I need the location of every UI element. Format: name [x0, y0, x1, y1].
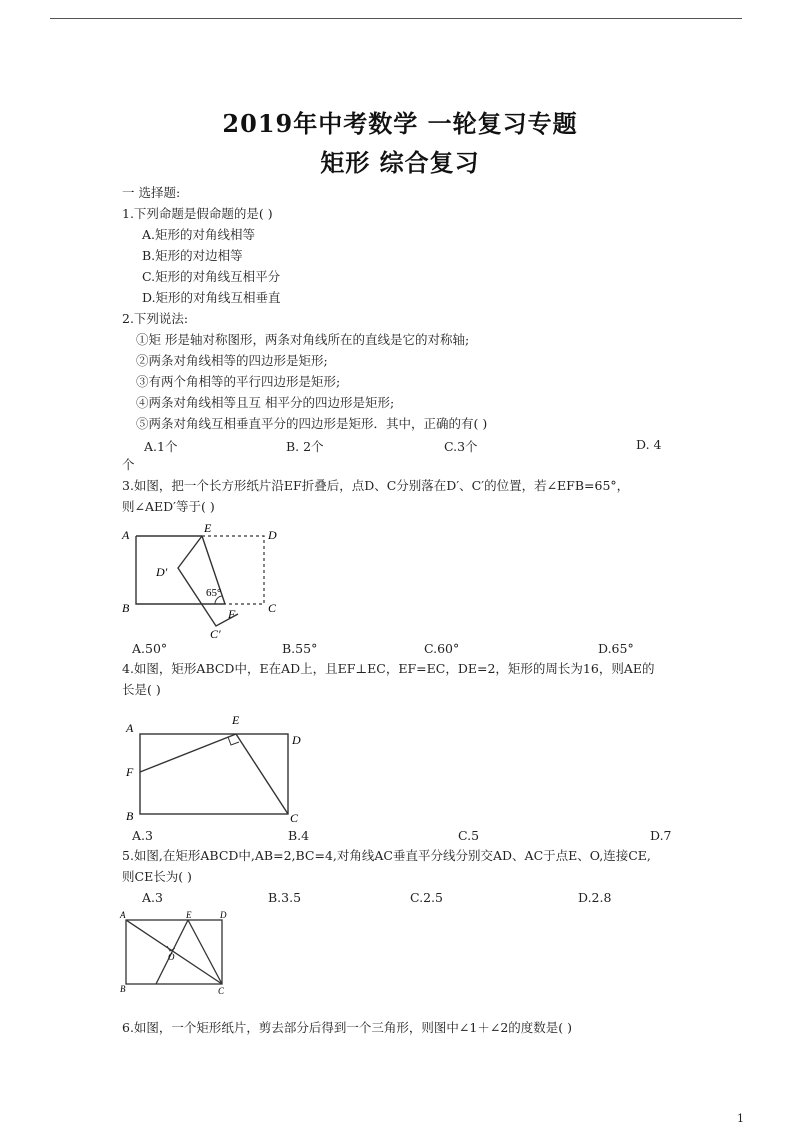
q6-stem: 6.如图，一个矩形纸片，剪去部分后得到一个三角形，则图中∠1＋∠2的度数是( )	[122, 1020, 573, 1035]
q2-item-5: ⑤两条对角线互相垂直平分的四边形是矩形．其中，正确的有( )	[136, 416, 488, 431]
q2-stem: 2.下列说法:	[122, 311, 189, 326]
q4-right-angle-mark	[228, 737, 239, 745]
q5-label-b: B	[120, 984, 126, 994]
q4-stem-line2: 长是( )	[122, 682, 161, 697]
q1-stem: 1.下列命题是假命题的是( )	[122, 206, 273, 221]
q5-option-c: C.2.5	[410, 890, 443, 905]
q4-figure	[118, 710, 318, 824]
q5-label-o: O	[168, 952, 175, 962]
q5-stem-line1: 5.如图,在矩形ABCD中,AB=2,BC=4,对角线AC垂直平分线分别交AD、AC于点E、O,连接CE,	[122, 848, 651, 863]
q2-item-1: ①矩 形是轴对称图形，两条对角线所在的直线是它的对称轴;	[136, 332, 470, 347]
q5-label-d: D	[220, 910, 227, 920]
page-number: 1	[737, 1112, 744, 1125]
q3-option-b: B.55°	[282, 641, 318, 656]
q4-label-e: E	[232, 713, 240, 727]
q4-label-a: A	[126, 721, 134, 735]
q3-option-d: D.65°	[598, 641, 634, 656]
q2-item-3: ③有两个角相等的平行四边形是矩形;	[136, 374, 341, 389]
q2-option-a: A.1个	[144, 439, 178, 454]
q1-option-b: B.矩形的对边相等	[142, 248, 243, 263]
q5-figure	[118, 908, 238, 994]
q4-option-a: A.3	[132, 828, 153, 843]
q3-stem-line2: 则∠AED′等于( )	[122, 499, 215, 514]
q3-figure	[118, 520, 288, 640]
q4-label-b: B	[126, 809, 134, 823]
q3-option-a: A.50°	[132, 641, 168, 656]
q1-option-c: C.矩形的对角线互相平分	[142, 269, 281, 284]
q2-option-d: D. 4	[636, 437, 662, 452]
q5-segment-ce	[188, 920, 222, 984]
q3-label-d-prime: D′	[156, 565, 168, 579]
q5-option-a: A.3	[142, 890, 163, 905]
q3-label-a: A	[122, 528, 130, 542]
q5-stem-line2: 则CE长为( )	[122, 869, 192, 884]
q4-segment-ec	[236, 734, 288, 814]
q4-option-d: D.7	[650, 828, 672, 843]
q2-option-b: B. 2个	[286, 439, 324, 454]
q4-segment-ef	[140, 734, 236, 772]
q5-label-a: A	[120, 910, 126, 920]
q5-option-d: D.2.8	[578, 890, 612, 905]
q5-label-e: E	[186, 910, 192, 920]
q1-option-d: D.矩形的对角线互相垂直	[142, 290, 281, 305]
page-subtitle: 矩形 综合复习	[320, 148, 480, 177]
q4-option-b: B.4	[288, 828, 310, 843]
q2-option-c: C.3个	[444, 439, 478, 454]
q3-label-d: D	[268, 528, 277, 542]
q2-item-4: ④两条对角线相等且互 相平分的四边形是矩形;	[136, 395, 395, 410]
q4-label-d: D	[292, 733, 301, 747]
section-heading: 一 选择题:	[122, 185, 181, 200]
q5-right-angle-mark	[167, 946, 175, 951]
q4-option-c: C.5	[458, 828, 480, 843]
q4-stem-line1: 4.如图，矩形ABCD中，E在AD上，且EF⊥EC，EF=EC，DE=2，矩形的周长为16，则AE的	[122, 661, 655, 676]
q2-option-d-wrap: 个	[122, 457, 135, 472]
q5-label-c: C	[218, 986, 225, 994]
q3-label-f: F	[228, 607, 236, 621]
q2-item-2: ②两条对角线相等的四边形是矩形;	[136, 353, 328, 368]
q1-option-a: A.矩形的对角线相等	[142, 227, 256, 242]
page-title: 2019年中考数学 一轮复习专题	[222, 109, 578, 138]
q3-option-c: C.60°	[424, 641, 460, 656]
q3-label-e: E	[204, 521, 212, 535]
header-rule	[50, 18, 742, 19]
q3-label-b: B	[122, 601, 130, 615]
q5-option-b: B.3.5	[268, 890, 302, 905]
q3-label-c-prime: C′	[210, 627, 221, 640]
q4-label-f: F	[126, 765, 134, 779]
q3-angle-label: 65°	[206, 587, 222, 599]
q3-stem-line1: 3.如图，把一个长方形纸片沿EF折叠后，点D、C分别落在D′、C′的位置，若∠EFB=65°，	[122, 478, 630, 493]
q3-label-c: C	[268, 601, 277, 615]
q4-label-c: C	[290, 811, 299, 824]
q4-rectangle	[140, 734, 288, 814]
